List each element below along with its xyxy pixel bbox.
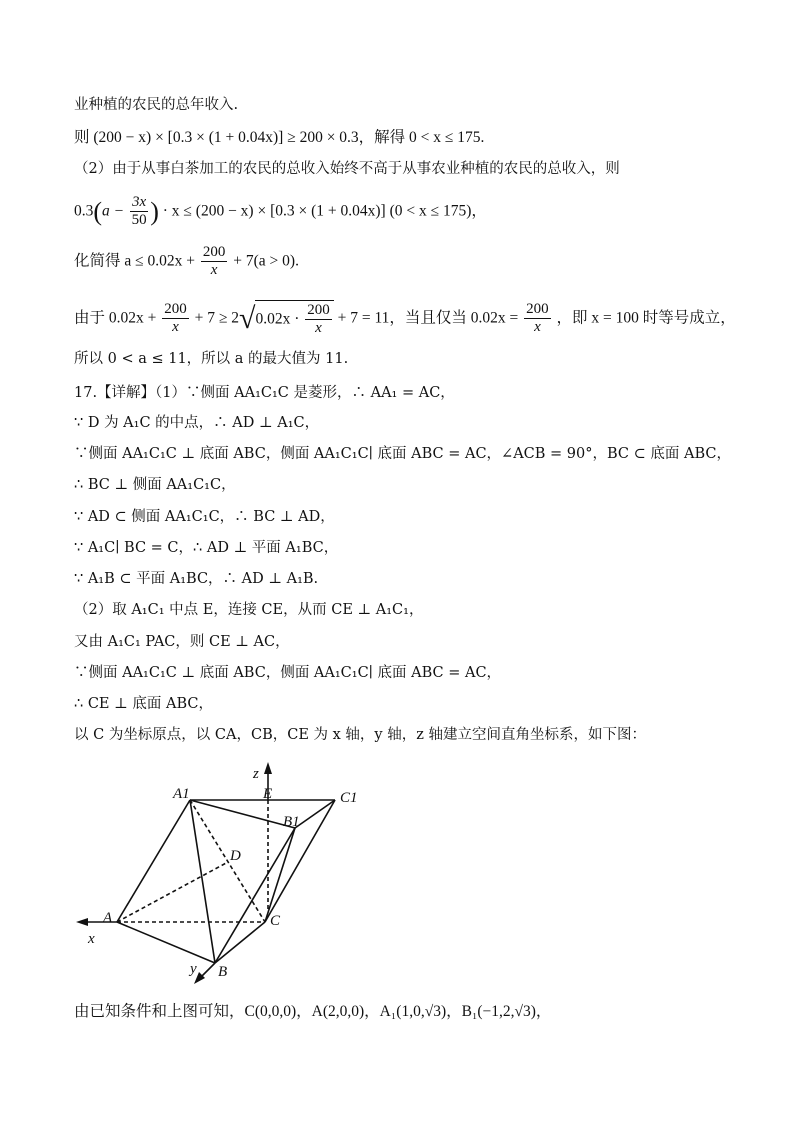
- arrow-icon: [76, 918, 88, 926]
- numerator: 200: [305, 302, 332, 320]
- denominator: 50: [131, 212, 147, 229]
- fraction: [305, 302, 332, 338]
- label-z: z: [253, 766, 259, 782]
- fraction: [162, 301, 189, 337]
- fraction: [201, 244, 228, 280]
- text-line: 所以 0 < a ≤ 11，所以 a 的最大值为 11.: [74, 351, 349, 367]
- segment-b1-c: [265, 828, 295, 922]
- label-a: A: [103, 910, 113, 926]
- coef: 0.3: [74, 202, 94, 220]
- edge-a-b: [117, 922, 215, 963]
- text-line: ∵侧面 AA₁C₁C ⊥ 底面 ABC，侧面 AA₁C₁C∣ 底面 ABC = AC，: [74, 665, 502, 681]
- label-e: E: [263, 786, 273, 802]
- edge-b1-b: [215, 828, 295, 963]
- edge-b-c: [215, 922, 265, 963]
- text-line: 又由 A₁C₁ PAC，则 CE ⊥ AC，: [74, 634, 290, 650]
- edge-c1-b1: [295, 800, 335, 828]
- text-line: ∵ D 为 A₁C 的中点，∴ AD ⊥ A₁C，: [74, 415, 320, 431]
- label-b1: B1: [283, 814, 300, 830]
- fraction: [130, 194, 148, 230]
- arrow-icon: [264, 762, 272, 774]
- paren-close: ): [150, 196, 159, 226]
- numerator: 3x: [130, 194, 148, 212]
- expr: a −: [102, 202, 125, 220]
- text-line: ∴ CE ⊥ 底面 ABC，: [74, 696, 213, 712]
- text-line: ∵侧面 AA₁C₁C ⊥ 底面 ABC，侧面 AA₁C₁C∣ 底面 ABC = AC，∠ACB = 90°，BC ⊂ 底面 ABC，: [74, 446, 731, 462]
- denominator: x: [210, 262, 218, 279]
- text-line: 由已知条件和上图可知，C(0,0,0)，A(2,0,0)，A₁(1,0,√3)，B₁(−1,2,√3)，: [74, 1003, 552, 1020]
- edge-a1-b1: [190, 800, 295, 828]
- text-line: 以 C 为坐标原点，以 CA，CB，CE 为 x 轴，y 轴，z 轴建立空间直角坐标系，如下图：: [74, 727, 646, 743]
- label-c: C: [270, 913, 281, 929]
- sqrt-icon: √: [239, 301, 256, 335]
- text-line: 业种植的农民的总年收入.: [74, 97, 239, 113]
- label-a1: A1: [173, 786, 190, 802]
- formula-line: [74, 194, 487, 230]
- text-line: ∵ A₁B ⊂ 平面 A₁BC，∴ AD ⊥ A₁B.: [74, 571, 319, 587]
- expr: ，即 x = 100 时等号成立，: [556, 309, 736, 327]
- expr: · x ≤ (200 − x) × [0.3 × (1 + 0.04x)] (0 < x ≤ 175)，: [162, 202, 487, 220]
- fraction: [524, 301, 551, 337]
- expr: 0.02x ·: [255, 310, 300, 328]
- expr: + 7(a > 0).: [233, 252, 299, 270]
- label-y: y: [190, 961, 197, 977]
- label-c1: C1: [340, 790, 358, 806]
- segment-a-d: [117, 862, 228, 922]
- text-line: ∴ BC ⊥ 侧面 AA₁C₁C，: [74, 477, 236, 493]
- expr: + 7 = 11，当且仅当 0.02x =: [337, 309, 519, 327]
- text-line: 17.【详解】（1）∵侧面 AA₁C₁C 是菱形，∴ AA₁ = AC，: [74, 385, 455, 401]
- geometry-figure: [70, 755, 390, 990]
- expr: + 7 ≥ 2: [194, 309, 239, 327]
- edge-a1-a: [117, 800, 190, 922]
- label-b: B: [218, 964, 228, 980]
- sqrt-body: [255, 300, 333, 338]
- text-line: （2）取 A₁C₁ 中点 E，连接 CE，从而 CE ⊥ A₁C₁，: [74, 602, 424, 618]
- segment-a1-b: [190, 800, 215, 963]
- formula-line: [74, 300, 736, 338]
- denominator: x: [534, 319, 541, 336]
- formula-line: [74, 244, 299, 280]
- segment-a1-c: [190, 800, 265, 922]
- numerator: 200: [524, 301, 551, 319]
- denominator: x: [315, 320, 322, 337]
- paren-open: (: [93, 196, 103, 226]
- expr: 化简得 a ≤ 0.02x +: [74, 252, 196, 270]
- text-line: （2）由于从事白茶加工的农民的总收入始终不高于从事农业种植的农民的总收入，则: [74, 161, 620, 177]
- label-d: D: [230, 848, 241, 864]
- text-line: 则 (200 − x) × [0.3 × (1 + 0.04x)] ≥ 200 × 0.3，解得 0 < x ≤ 175.: [74, 129, 485, 146]
- text-line: ∵ A₁C∣ BC = C，∴ AD ⊥ 平面 A₁BC，: [74, 540, 339, 556]
- denominator: x: [172, 319, 179, 336]
- numerator: 200: [162, 301, 189, 319]
- numerator: 200: [201, 244, 228, 262]
- expr: 由于 0.02x +: [74, 309, 157, 327]
- label-x: x: [88, 931, 95, 947]
- text-line: ∵ AD ⊂ 侧面 AA₁C₁C，∴ BC ⊥ AD，: [74, 509, 335, 525]
